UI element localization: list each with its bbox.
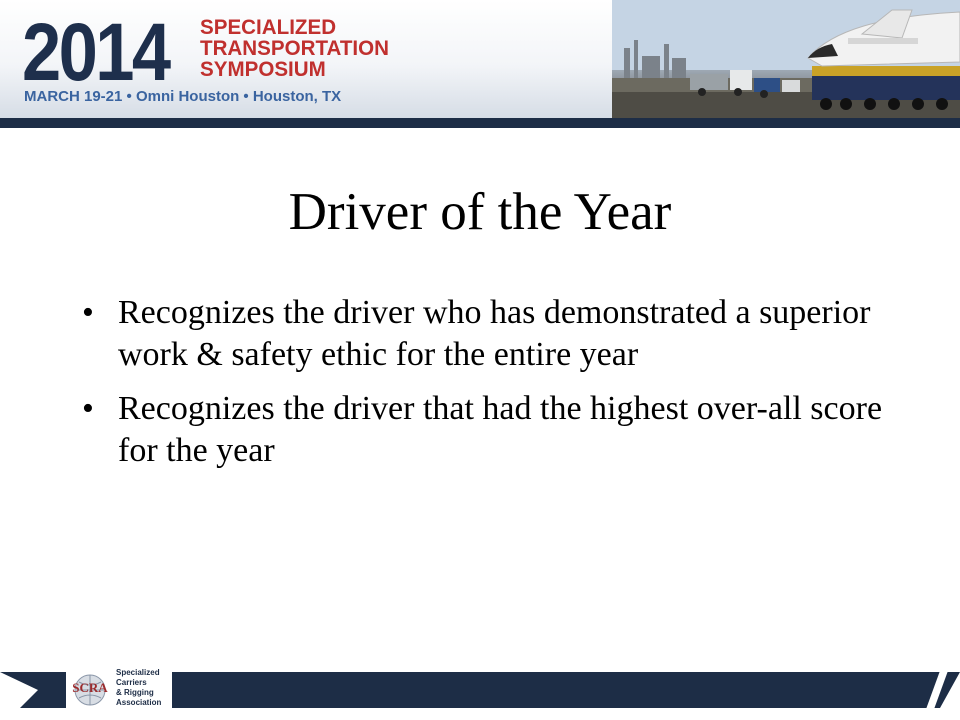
bullet-marker: • [82, 294, 94, 331]
bullet-list [82, 292, 902, 484]
header-banner [0, 0, 960, 118]
slide-title: Driver of the Year [288, 183, 672, 241]
scra-logo-text [116, 668, 161, 708]
scra-logo [66, 664, 172, 712]
event-name-line: TRANSPORTATION [200, 37, 390, 60]
event-info: MARCH 19-21 • Omni Houston • Houston, TX [24, 88, 342, 105]
logo-text-line: Association [116, 698, 162, 707]
scra-logo-monogram: SCRA [72, 680, 108, 695]
logo-text-line: Specialized [116, 668, 160, 677]
scra-logo-mark [68, 668, 112, 708]
bullet-text: Recognizes the driver who has demonstrated a superior work & safety ethic for the entire year [118, 294, 871, 373]
header-rule [0, 118, 960, 128]
bullet-text: Recognizes the driver that had the highest over-all score for the year [118, 390, 883, 469]
event-year: 2014 [22, 7, 169, 98]
bullet-item [82, 388, 902, 472]
header-photo [612, 0, 960, 118]
event-name-line: SYMPOSIUM [200, 58, 326, 81]
logo-text-line: Carriers [116, 678, 147, 687]
bullet-item [82, 292, 902, 376]
bullet-marker: • [82, 390, 94, 427]
logo-text-line: & Rigging [116, 688, 154, 697]
shuttle-transport-illustration [612, 0, 960, 118]
event-name [200, 17, 389, 80]
event-name-line: SPECIALIZED [200, 16, 337, 39]
